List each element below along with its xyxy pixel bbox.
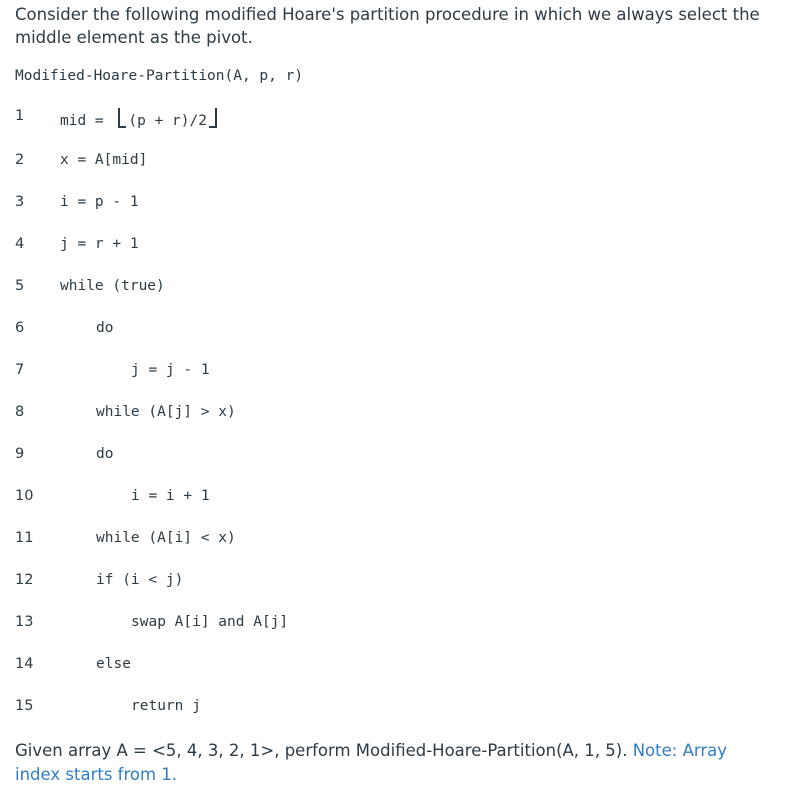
line-number: 6 xyxy=(15,320,25,336)
code-text: swap A[i] and A[j] xyxy=(131,614,289,630)
line-number: 10 xyxy=(15,488,34,504)
floor-left-bracket-icon xyxy=(118,108,126,128)
line-number: 12 xyxy=(15,572,34,588)
line-number: 11 xyxy=(15,530,34,546)
line-number: 9 xyxy=(15,446,25,462)
code-text: j = j - 1 xyxy=(131,362,210,378)
floor-expression: (p + r)/2 xyxy=(128,113,207,129)
procedure-signature: Modified-Hoare-Partition(A, p, r) xyxy=(15,68,304,84)
code-text: while (true) xyxy=(60,278,165,294)
code-text: do xyxy=(96,320,114,336)
code-text: do xyxy=(96,446,114,462)
line-number: 14 xyxy=(15,656,34,672)
line-number: 8 xyxy=(15,404,25,420)
code-text: if (i < j) xyxy=(96,572,184,588)
code-text: while (A[i] < x) xyxy=(96,530,236,546)
code-text: i = p - 1 xyxy=(60,194,139,210)
line-number: 15 xyxy=(15,698,34,714)
line-number: 2 xyxy=(15,152,25,168)
code-text xyxy=(60,108,217,129)
line-number: 3 xyxy=(15,194,25,210)
question-body: Given array A = <5, 4, 3, 2, 1>, perform Modified-Hoare-Partition(A, 1, 5). xyxy=(15,741,628,760)
question-text xyxy=(15,739,775,787)
line-number: 7 xyxy=(15,362,25,378)
code-text: j = r + 1 xyxy=(60,236,139,252)
index-note: Note: Array index starts from 1. xyxy=(15,741,728,784)
code-text: i = i + 1 xyxy=(131,488,210,504)
line-number: 1 xyxy=(15,108,25,124)
line-number: 5 xyxy=(15,278,25,294)
code-text: x = A[mid] xyxy=(60,152,148,168)
code-text: else xyxy=(96,656,131,672)
code-text: while (A[j] > x) xyxy=(96,404,236,420)
floor-right-bracket-icon xyxy=(209,108,217,128)
code-text-pre: mid = xyxy=(60,113,113,129)
code-text: return j xyxy=(131,698,201,714)
problem-intro: Consider the following modified Hoare's partition procedure in which we always select the middle element as the pivot. xyxy=(15,5,760,47)
line-number: 4 xyxy=(15,236,25,252)
line-number: 13 xyxy=(15,614,34,630)
